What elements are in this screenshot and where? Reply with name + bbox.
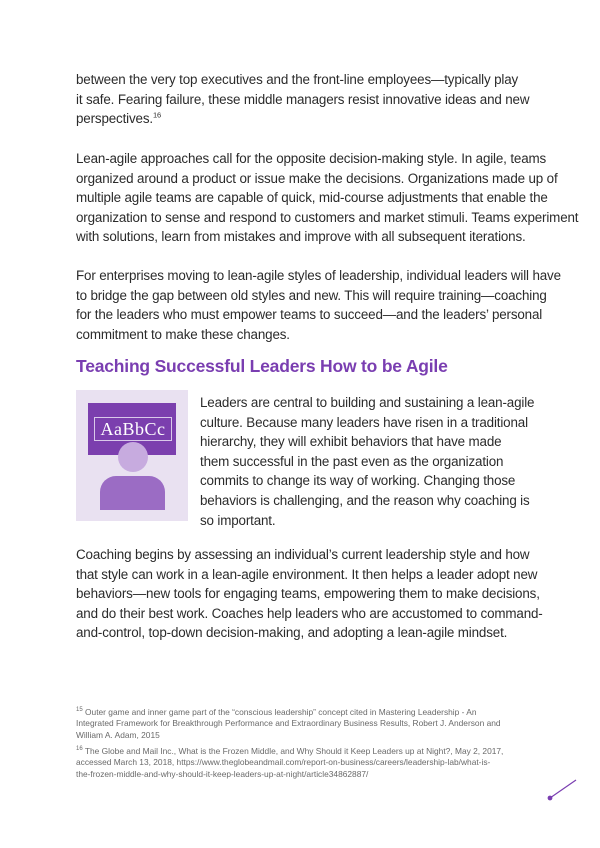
person-head [118, 442, 148, 472]
coaching-line: and-control, top-down decision-making, and adopting a lean-agile mindset. [76, 625, 508, 641]
lean-agile-line: Lean-agile approaches call for the opposite decision-making style. In agile, teams [76, 151, 547, 166]
leaders-line: them successful in the past even as the organization [200, 453, 504, 469]
pen-stroke-decoration-icon [542, 776, 582, 806]
person-body [100, 476, 165, 510]
intro-line [76, 109, 536, 129]
leaders-line: commits to change its way of working. Changing those [200, 473, 516, 489]
leaders-line: so important. [200, 512, 276, 528]
pen-stroke [550, 780, 576, 798]
footnote-line [76, 746, 536, 757]
leader-at-whiteboard-icon [76, 390, 188, 521]
intro-paragraph [76, 70, 536, 129]
footnote-number: 16 [76, 746, 83, 753]
footnote-line: William A. Adam, 2015 [76, 729, 160, 740]
leaders-line: Leaders are central to building and sustaining a lean-agile [200, 395, 535, 410]
enterprises-line: for the leaders who must empower teams to succeed—and the leaders’ personal [76, 307, 543, 323]
pen-dot [548, 796, 553, 801]
lean-agile-paragraph [76, 149, 579, 247]
coaching-paragraph [76, 545, 543, 643]
footnote-line [76, 707, 536, 718]
coaching-line: that style can work in a lean-agile environment. It then helps a leader adopt new [76, 566, 538, 582]
enterprises-paragraph [76, 266, 561, 344]
footnote-15 [76, 707, 536, 741]
footnote-ref: 16 [152, 110, 161, 120]
whiteboard-text: AaBbCc [94, 417, 172, 441]
lean-agile-line: organization to sense and respond to customers and market stimuli. Teams experiment [76, 209, 579, 225]
intro-line: it safe. Fearing failure, these middle managers resist innovative ideas and new [76, 91, 530, 107]
coaching-line: and do their best work. Coaches help leaders who are accustomed to command- [76, 605, 543, 621]
leaders-line: behaviors is challenging, and the reason why coaching is [200, 492, 530, 508]
coaching-line: Coaching begins by assessing an individual’s current leadership style and how [76, 547, 530, 562]
intro-line: between the very top executives and the front-line employees—typically play [76, 72, 519, 87]
lean-agile-line: with solutions, learn from mistakes and improve with all subsequent iterations. [76, 229, 526, 245]
leaders-paragraph [200, 393, 535, 530]
leaders-line: hierarchy, they will exhibit behaviors that have made [200, 434, 502, 450]
coaching-line: behaviors—new tools for engaging teams, empowering them to make decisions, [76, 586, 540, 602]
lean-agile-line: multiple agile teams are capable of quick, mid-course adjustments that enable the [76, 190, 548, 206]
section-heading: Teaching Successful Leaders How to be Agile [76, 356, 448, 376]
leaders-line: culture. Because many leaders have risen in a traditional [200, 414, 528, 430]
enterprises-line: For enterprises moving to lean-agile styles of leadership, individual leaders will have [76, 268, 561, 283]
lean-agile-line: organized around a product or issue make the decisions. Organizations made up of [76, 170, 558, 186]
footnote-text: The Globe and Mail Inc., What is the Frozen Middle, and Why Should it Keep Leaders up at Night?, May 2, 2017, [84, 746, 504, 756]
footnote-line: accessed March 13, 2018, https://www.theglobeandmail.com/report-on-business/careers/leadership-lab/what-is- [76, 757, 491, 768]
footnote-line: Integrated Framework for Breakthrough Performance and Extraordinary Business Results, Robert J. Anderson and [76, 718, 501, 729]
footnote-16 [76, 746, 536, 780]
intro-line-text: perspectives. [76, 111, 153, 127]
enterprises-line: to bridge the gap between old styles and new. This will require training—coaching [76, 287, 547, 303]
footnote-text: Outer game and inner game part of the “conscious leadership” concept cited in Mastering Leadership - An [85, 707, 477, 717]
footnote-line: the-frozen-middle-and-why-should-it-keep-leaders-up-at-night/article34862887/ [76, 768, 369, 779]
enterprises-line: commitment to make these changes. [76, 326, 290, 342]
footnote-number: 15 [76, 707, 83, 714]
